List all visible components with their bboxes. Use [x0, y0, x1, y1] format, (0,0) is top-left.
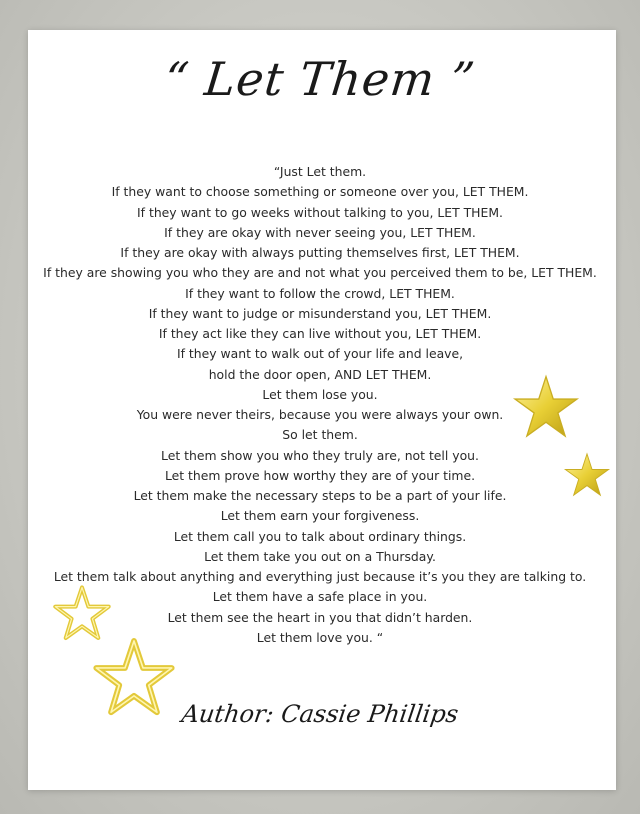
- poem-line: hold the door open, AND LET THEM.: [208, 366, 432, 382]
- star-icon: [512, 374, 580, 440]
- poem-line: If they want to walk out of your life and leave,: [176, 346, 464, 362]
- star-outline-icon: [92, 636, 176, 718]
- star-icon: [563, 452, 611, 498]
- poem-line: Let them prove how worthy they are of your time.: [164, 467, 476, 483]
- poem-line: Let them call you to talk about ordinary things.: [173, 528, 467, 544]
- poem-line: If they want to choose something or someone over you, LET THEM.: [111, 184, 529, 200]
- star-outline-icon: [52, 584, 112, 642]
- poem-line: Let them have a safe place in you.: [212, 589, 428, 605]
- poem-line: Let them show you who they truly are, not tell you.: [161, 447, 479, 463]
- poem-line: If they want to judge or misunderstand you, LET THEM.: [148, 305, 492, 321]
- poem-title: “ Let Them ”: [162, 52, 478, 106]
- poem-author: Author: Cassie Phillips: [179, 700, 461, 728]
- poem-line: If they want to go weeks without talking to you, LET THEM.: [137, 204, 503, 220]
- poem-line: Let them talk about anything and everything just because it’s you they are talking to.: [53, 569, 587, 584]
- poem-line: Let them lose you.: [262, 386, 378, 402]
- poem-line: Let them see the heart in you that didn’t harden.: [167, 609, 473, 625]
- poem-line: If they act like they can live without you, LET THEM.: [158, 326, 482, 341]
- poem-line: If they want to follow the crowd, LET THEM.: [185, 285, 455, 301]
- poem-line: If they are showing you who they are and not what you perceived them to be, LET THEM.: [43, 265, 597, 281]
- poem-line: “Just Let them.: [273, 164, 367, 179]
- poem-line: Let them love you. “: [256, 629, 384, 645]
- poem-line: Let them make the necessary steps to be a part of your life.: [133, 488, 507, 503]
- poem-line: Let them earn your forgiveness.: [220, 508, 420, 524]
- poem-line: If they are okay with always putting themselves first, LET THEM.: [120, 245, 520, 260]
- poem-line: If they are okay with never seeing you, LET THEM.: [164, 224, 476, 240]
- poem-line: You were never theirs, because you were always your own.: [136, 407, 504, 422]
- poem-line: So let them.: [282, 427, 358, 443]
- poem-line: Let them take you out on a Thursday.: [204, 548, 436, 564]
